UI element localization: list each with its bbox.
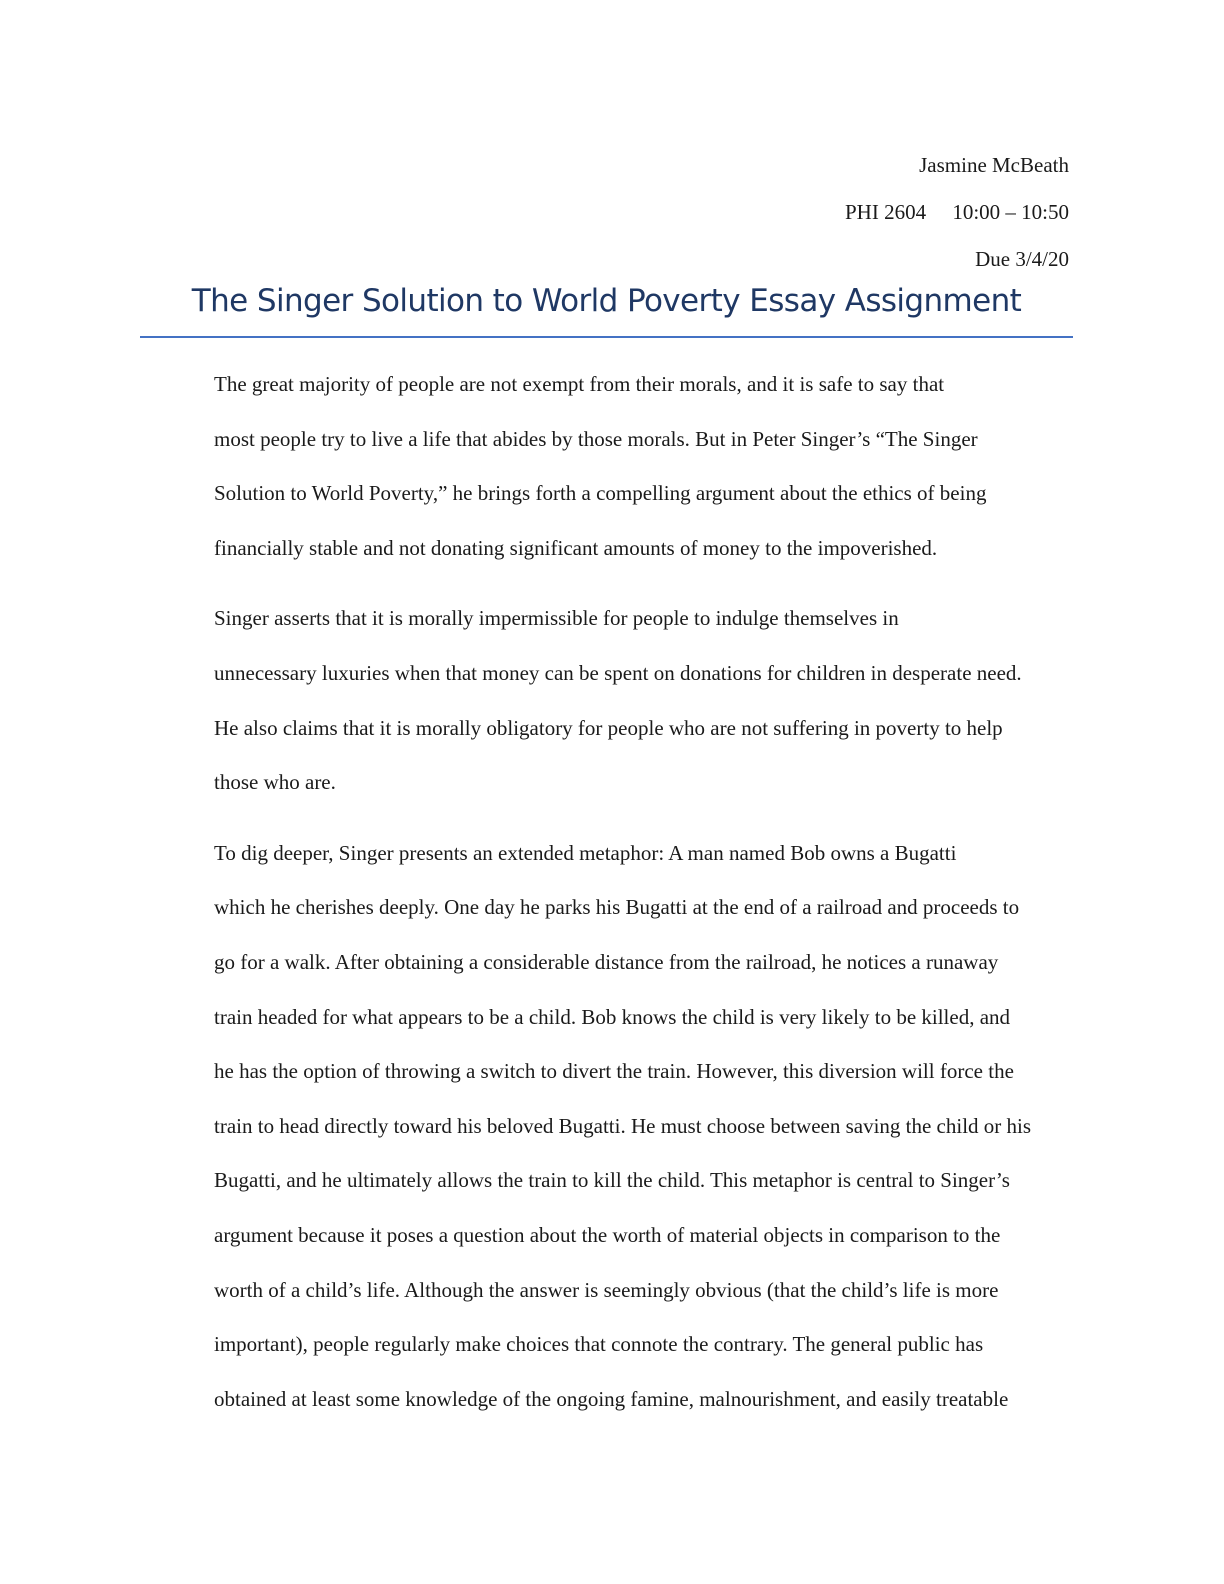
- paragraph-line: argument because it poses a question about the worth of material objects in comparison to the: [214, 1222, 1001, 1247]
- paragraph-line: worth of a child’s life. Although the answer is seemingly obvious (that the child’s life is more: [214, 1277, 999, 1302]
- paragraph-line: go for a walk. After obtaining a considerable distance from the railroad, he notices a runaway: [214, 949, 999, 974]
- author-name: Jasmine McBeath: [919, 153, 1069, 177]
- class-time: 10:00 – 10:50: [952, 200, 1069, 224]
- paragraph-line: Bugatti, and he ultimately allows the train to kill the child. This metaphor is central to Singer’s: [214, 1168, 1010, 1193]
- paragraph-line: He also claims that it is morally obligatory for people who are not suffering in poverty to help: [214, 715, 1003, 740]
- title-underline: [140, 336, 1073, 338]
- paragraph-line: Solution to World Poverty,” he brings forth a compelling argument about the ethics of being: [214, 481, 987, 506]
- paragraph-1: [143, 357, 1071, 575]
- paragraph-line: To dig deeper, Singer presents an extended metaphor: A man named Bob owns a Bugatti: [214, 840, 957, 865]
- page-title: The Singer Solution to World Poverty Essay Assignment: [191, 283, 1022, 319]
- paragraph-line: most people try to live a life that abides by those morals. But in Peter Singer’s “The Singer: [214, 426, 978, 451]
- paragraph-line: which he cherishes deeply. One day he parks his Bugatti at the end of a railroad and proceeds to: [214, 895, 1020, 920]
- course-code: PHI 2604: [844, 200, 927, 224]
- essay-body: [143, 357, 1071, 1442]
- paragraph-line: he has the option of throwing a switch to divert the train. However, this diversion will force the: [214, 1059, 1014, 1084]
- paragraph-line: train to head directly toward his beloved Bugatti. He must choose between saving the child or his: [214, 1113, 1032, 1138]
- paragraph-3: [143, 826, 1071, 1427]
- paragraph-line: unnecessary luxuries when that money can be spent on donations for children in desperate need.: [214, 660, 1022, 685]
- header-block: [845, 142, 1069, 283]
- due-date: Due 3/4/20: [975, 247, 1069, 271]
- paragraph-line: obtained at least some knowledge of the ongoing famine, malnourishment, and easily treatable: [214, 1386, 1009, 1411]
- paragraph-2: [143, 591, 1071, 809]
- paragraph-line: those who are.: [214, 770, 336, 795]
- paragraph-line: train headed for what appears to be a child. Bob knows the child is very likely to be killed, and: [214, 1004, 1011, 1029]
- paragraph-line: Singer asserts that it is morally impermissible for people to indulge themselves in: [214, 606, 899, 631]
- course-line: [845, 189, 1069, 236]
- paragraph-line: important), people regularly make choices that connote the contrary. The general public has: [214, 1332, 984, 1357]
- paragraph-line: The great majority of people are not exempt from their morals, and it is safe to say that: [214, 372, 945, 396]
- paragraph-line: financially stable and not donating significant amounts of money to the impoverished.: [214, 535, 938, 560]
